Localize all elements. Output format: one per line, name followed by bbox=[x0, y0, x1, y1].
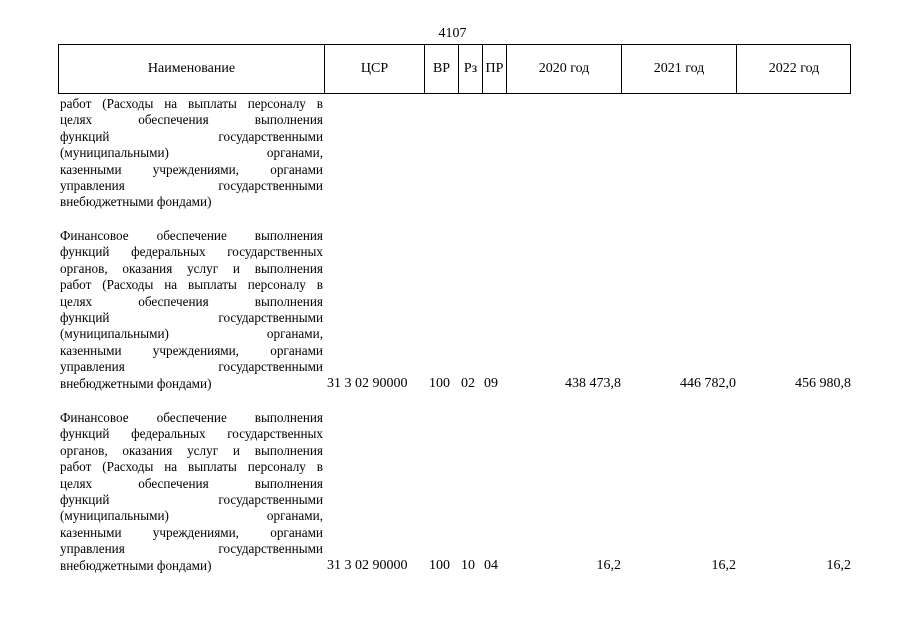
vr-cell: 100 bbox=[429, 376, 450, 391]
name-line: целях обеспечения выполнения bbox=[60, 475, 323, 491]
name-line: (муниципальными) органами, bbox=[60, 508, 323, 524]
name-line: казенными учреждениями, органами bbox=[60, 161, 323, 177]
row-name-cell bbox=[60, 410, 323, 574]
name-line: внебюджетными фондами) bbox=[60, 375, 212, 391]
pr-cell: 09 bbox=[484, 376, 498, 391]
name-line: внебюджетными фондами) bbox=[60, 194, 212, 210]
value-2021-cell: 16,2 bbox=[711, 558, 736, 573]
header-2021: 2021 год bbox=[621, 45, 736, 93]
value-2020-cell: 438 473,8 bbox=[565, 376, 621, 391]
name-line: управления государственными bbox=[60, 359, 323, 375]
name-line: Финансовое обеспечение выполнения bbox=[60, 410, 323, 425]
name-line: работ (Расходы на выплаты персоналу в bbox=[60, 277, 323, 293]
name-line: функций государственными bbox=[60, 309, 323, 325]
page-number: 4107 bbox=[438, 26, 467, 41]
name-line: функций государственными bbox=[60, 128, 323, 144]
value-2021-cell: 446 782,0 bbox=[680, 376, 736, 391]
header-vr: ВР bbox=[424, 45, 458, 93]
name-line: казенными учреждениями, органами bbox=[60, 524, 323, 540]
budget-table bbox=[58, 44, 851, 573]
name-line: Финансовое обеспечение выполнения bbox=[60, 228, 323, 243]
name-line: управления государственными bbox=[60, 541, 323, 557]
header-csr: ЦСР bbox=[324, 45, 424, 93]
row-name-cell bbox=[60, 96, 323, 211]
name-line: целях обеспечения выполнения bbox=[60, 112, 323, 128]
name-line: органов, оказания услуг и выполнения bbox=[60, 442, 323, 458]
name-line: функций государственными bbox=[60, 491, 323, 507]
csr-cell: 31 3 02 90000 bbox=[327, 376, 408, 391]
name-line: функций федеральных государственных bbox=[60, 244, 323, 260]
name-line: функций федеральных государственных bbox=[60, 426, 323, 442]
name-line: казенными учреждениями, органами bbox=[60, 342, 323, 358]
name-line: работ (Расходы на выплаты персоналу в bbox=[60, 459, 323, 475]
vr-cell: 100 bbox=[429, 558, 450, 573]
value-2022-cell: 456 980,8 bbox=[795, 376, 851, 391]
header-pr: ПР bbox=[482, 45, 506, 93]
header-name: Наименование bbox=[147, 61, 236, 76]
csr-cell: 31 3 02 90000 bbox=[327, 558, 408, 573]
rz-cell: 10 bbox=[461, 558, 475, 573]
name-line: (муниципальными) органами, bbox=[60, 145, 323, 161]
name-line: целях обеспечения выполнения bbox=[60, 293, 323, 309]
name-line: управления государственными bbox=[60, 177, 323, 193]
value-2022-cell: 16,2 bbox=[826, 558, 851, 573]
header-rz: Рз bbox=[458, 45, 482, 93]
header-2022: 2022 год bbox=[736, 45, 851, 93]
row-name-cell bbox=[60, 228, 323, 392]
name-line: (муниципальными) органами, bbox=[60, 326, 323, 342]
table-header bbox=[58, 44, 851, 94]
pr-cell: 04 bbox=[484, 558, 498, 573]
name-line: внебюджетными фондами) bbox=[60, 557, 212, 573]
name-line: работ (Расходы на выплаты персоналу в bbox=[60, 96, 323, 111]
value-2020-cell: 16,2 bbox=[596, 558, 621, 573]
name-line: органов, оказания услуг и выполнения bbox=[60, 260, 323, 276]
header-2020: 2020 год bbox=[506, 45, 621, 93]
rz-cell: 02 bbox=[461, 376, 475, 391]
